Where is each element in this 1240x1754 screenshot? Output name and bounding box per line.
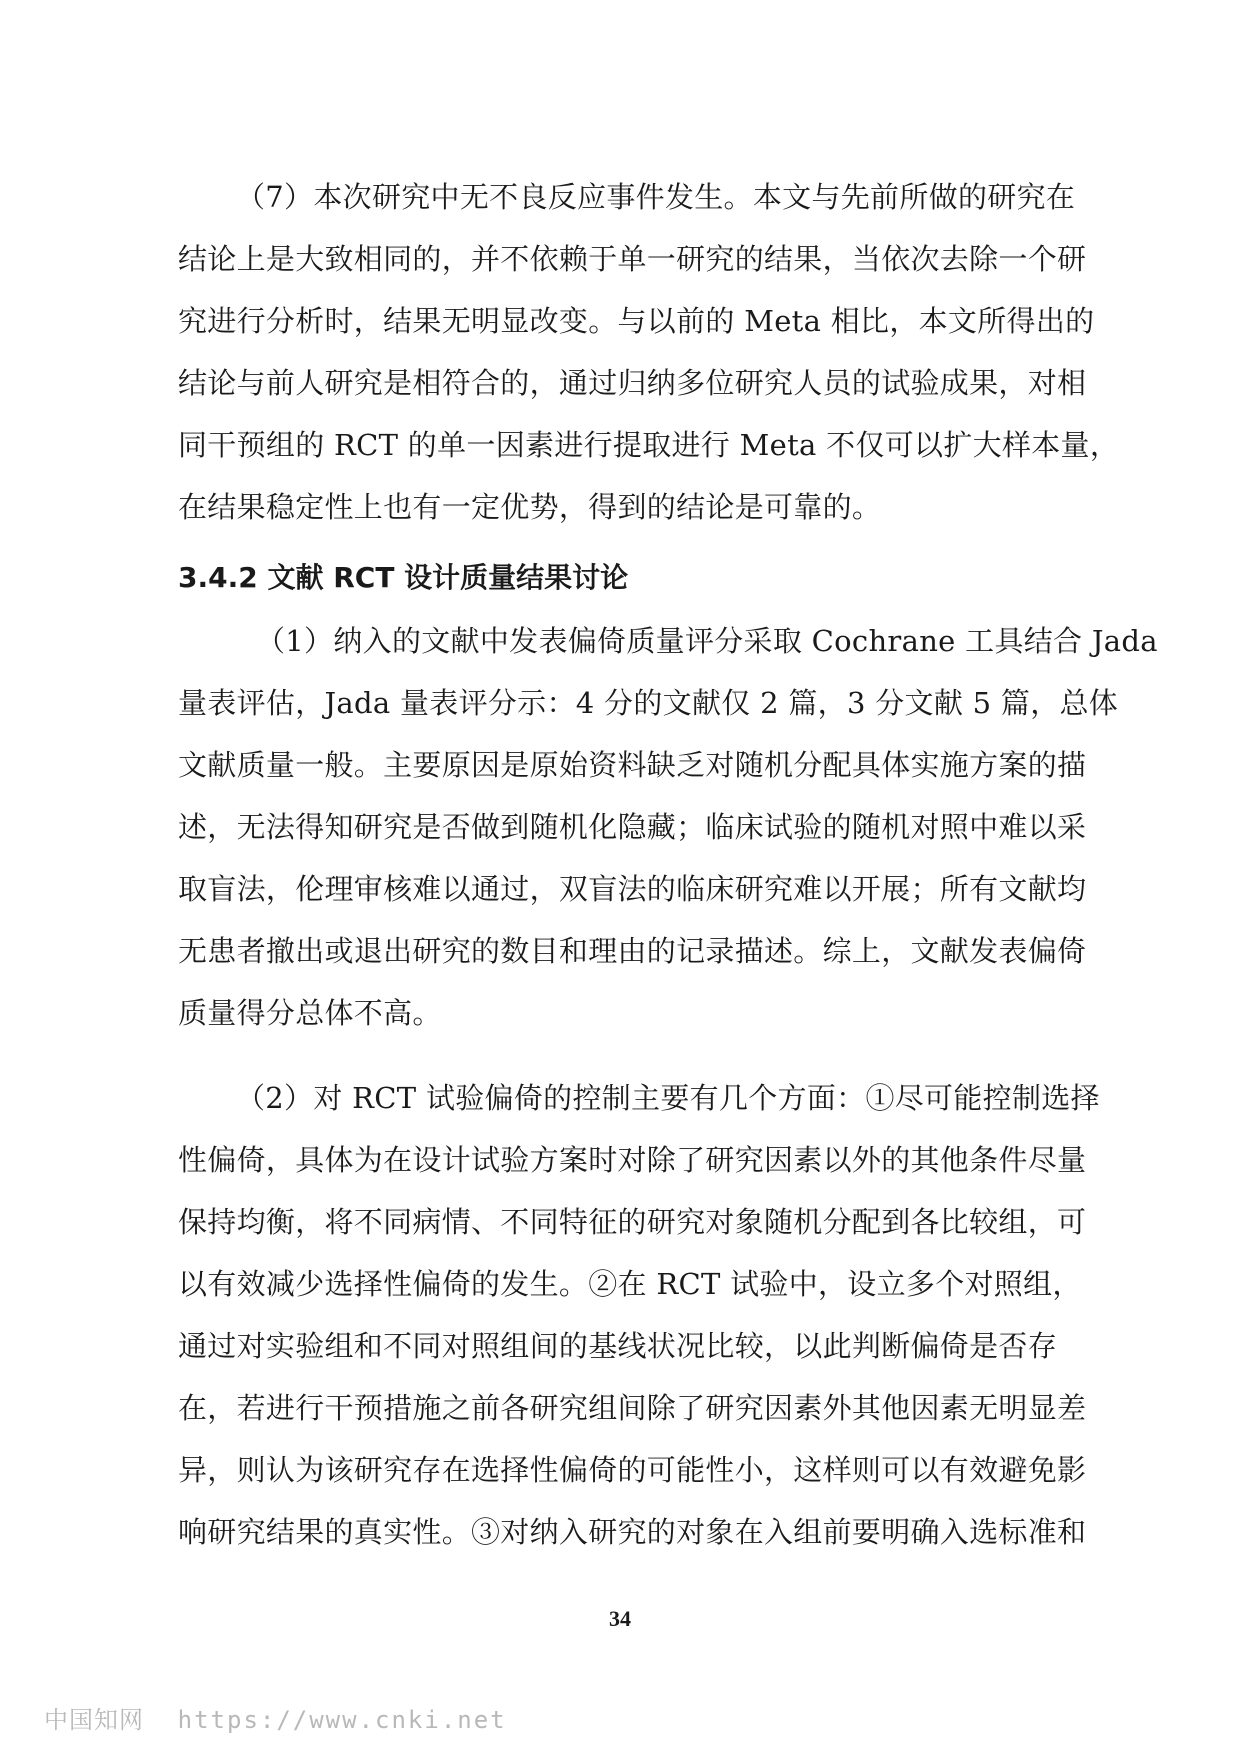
paragraph-line: 无患者撤出或退出研究的数目和理由的记录描述。综上，文献发表偏倚 bbox=[178, 934, 1087, 968]
paragraph-line: 述，无法得知研究是否做到随机化隐藏；临床试验的随机对照中难以采 bbox=[178, 810, 1087, 844]
paragraph-line: 质量得分总体不高。 bbox=[178, 996, 442, 1030]
paragraph-1 bbox=[178, 610, 1158, 1044]
paragraph-line: （7）本次研究中无不良反应事件发生。本文与先前所做的研究在 bbox=[236, 180, 1076, 214]
paragraph-line: 以有效减少选择性偏倚的发生。②在 RCT 试验中，设立多个对照组， bbox=[178, 1267, 1082, 1301]
paragraph-line: （2）对 RCT 试验偏倚的控制主要有几个方面：①尽可能控制选择 bbox=[236, 1081, 1100, 1115]
paragraph-7 bbox=[178, 166, 1120, 538]
paragraph-line: 究进行分析时，结果无明显改变。与以前的 Meta 相比，本文所得出的 bbox=[178, 304, 1095, 338]
paragraph-line: 在，若进行干预措施之前各研究组间除了研究因素外其他因素无明显差 bbox=[178, 1391, 1087, 1425]
paragraph-line: 同干预组的 RCT 的单一因素进行提取进行 Meta 不仅可以扩大样本量， bbox=[178, 428, 1120, 462]
paragraph-line: 文献质量一般。主要原因是原始资料缺乏对随机分配具体实施方案的描 bbox=[178, 748, 1087, 782]
paragraph-line: 结论上是大致相同的，并不依赖于单一研究的结果，当依次去除一个研 bbox=[178, 242, 1087, 276]
footer-url[interactable]: https://www.cnki.net bbox=[177, 1706, 507, 1734]
paragraph-line: （1）纳入的文献中发表偏倚质量评分采取 Cochrane 工具结合 Jada bbox=[256, 624, 1158, 658]
footer-watermark bbox=[44, 1700, 507, 1735]
footer-site-name: 中国知网 bbox=[44, 1706, 144, 1734]
section-heading: 3.4.2 文献 RCT 设计质量结果讨论 bbox=[178, 561, 629, 594]
paragraph-2 bbox=[178, 1067, 1100, 1563]
paragraph-line: 性偏倚，具体为在设计试验方案时对除了研究因素以外的其他条件尽量 bbox=[178, 1143, 1087, 1177]
paragraph-line: 响研究结果的真实性。③对纳入研究的对象在入组前要明确入选标准和 bbox=[178, 1515, 1087, 1549]
paragraph-line: 在结果稳定性上也有一定优势，得到的结论是可靠的。 bbox=[178, 490, 882, 524]
paragraph-line: 通过对实验组和不同对照组间的基线状况比较，以此判断偏倚是否存 bbox=[178, 1329, 1058, 1363]
paragraph-line: 取盲法，伦理审核难以通过，双盲法的临床研究难以开展；所有文献均 bbox=[178, 872, 1087, 906]
paragraph-line: 异，则认为该研究存在选择性偏倚的可能性小，这样则可以有效避免影 bbox=[178, 1453, 1087, 1487]
paragraph-line: 结论与前人研究是相符合的，通过归纳多位研究人员的试验成果，对相 bbox=[178, 366, 1087, 400]
page-number: 34 bbox=[609, 1606, 631, 1631]
paragraph-line: 量表评估，Jada 量表评分示：4 分的文献仅 2 篇，3 分文献 5 篇，总体 bbox=[178, 686, 1119, 720]
paragraph-line: 保持均衡，将不同病情、不同特征的研究对象随机分配到各比较组，可 bbox=[178, 1205, 1087, 1239]
